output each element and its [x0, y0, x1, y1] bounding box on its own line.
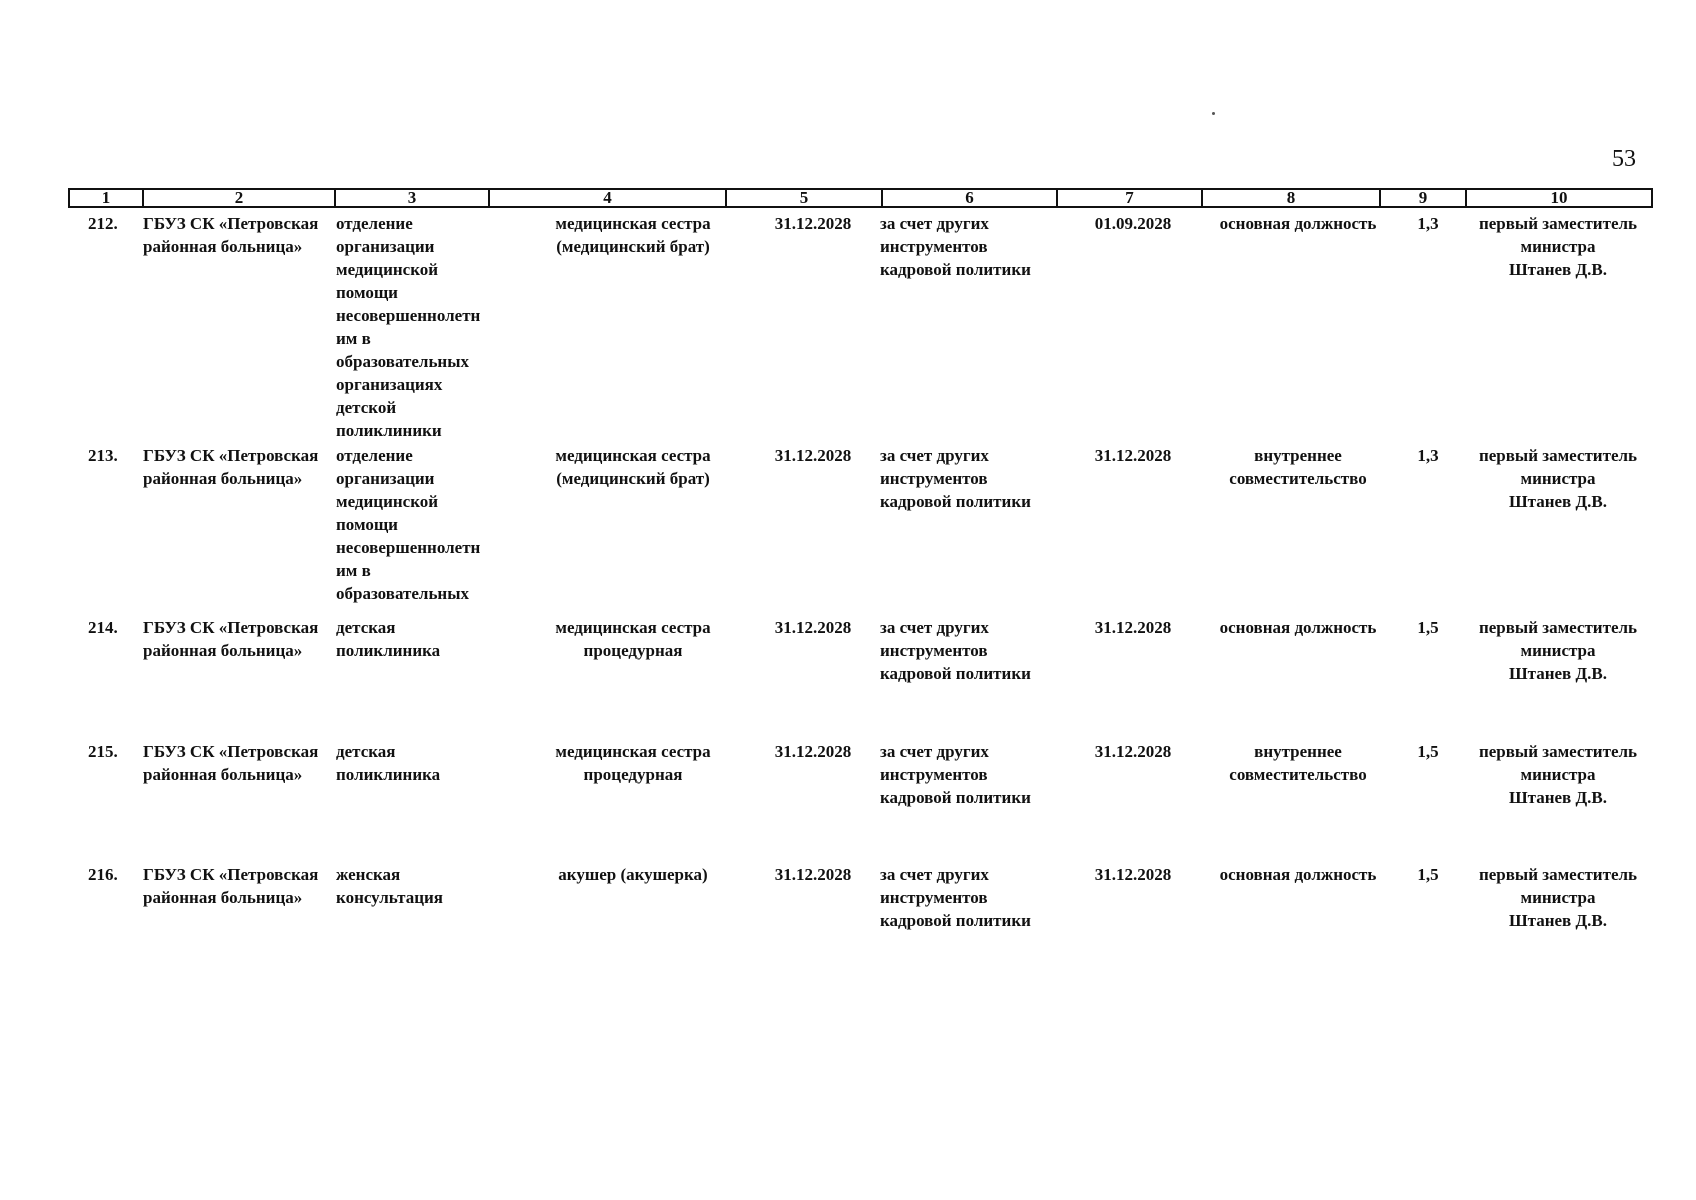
employment-type-cell-line: внутреннее: [1254, 446, 1342, 465]
employment-type-cell-line: основная должность: [1219, 214, 1377, 233]
department-cell-line: образовательных: [336, 352, 469, 371]
column-header: 10: [1466, 189, 1652, 207]
table-row: [68, 444, 1668, 616]
rate-cell: [1398, 616, 1458, 639]
department-cell-line: поликлиника: [336, 765, 441, 784]
organization-cell: [143, 212, 333, 258]
organization-cell-line: ГБУЗ СК «Петровская: [143, 742, 319, 761]
deadline-cell-line: 31.12.2028: [774, 742, 852, 761]
department-cell-line: консультация: [336, 888, 443, 907]
department-cell-line: медицинской: [336, 492, 439, 511]
position-cell-line: медицинская сестра: [555, 214, 711, 233]
responsible-cell: [1458, 616, 1658, 685]
funding-source-cell-line: кадровой политики: [880, 664, 1031, 683]
funding-source-cell-line: кадровой политики: [880, 260, 1031, 279]
date-cell: [1068, 616, 1198, 639]
responsible-cell-line: первый заместитель: [1478, 742, 1638, 761]
funding-source-cell-line: за счет других: [880, 742, 989, 761]
date-cell: [1068, 444, 1198, 467]
funding-source-cell-line: инструментов: [880, 641, 988, 660]
row-number-line: 216.: [88, 865, 118, 884]
date-cell-line: 31.12.2028: [1094, 742, 1172, 761]
organization-cell-line: районная больница»: [143, 641, 303, 660]
position-cell: [508, 740, 758, 786]
department-cell-line: детская: [336, 618, 396, 637]
date-cell: [1068, 863, 1198, 886]
deadline-cell: [758, 740, 868, 763]
funding-source-cell-line: за счет других: [880, 865, 989, 884]
deadline-cell: [758, 212, 868, 235]
department-cell-line: помощи: [336, 515, 398, 534]
deadline-cell: [758, 444, 868, 467]
funding-source-cell-line: инструментов: [880, 237, 988, 256]
department-cell-line: поликлиники: [336, 421, 442, 440]
responsible-cell-line: Штанев Д.В.: [1508, 492, 1608, 511]
responsible-cell: [1458, 212, 1658, 281]
department-cell-line: им в: [336, 329, 371, 348]
column-header: 4: [489, 189, 726, 207]
position-cell: [508, 863, 758, 886]
responsible-cell-line: первый заместитель: [1478, 865, 1638, 884]
employment-type-cell-line: совместительство: [1229, 765, 1367, 784]
department-cell-line: несовершеннолетн: [336, 306, 481, 325]
table-row: [68, 740, 1668, 863]
funding-source-cell-line: кадровой политики: [880, 911, 1031, 930]
funding-source-cell-line: инструментов: [880, 888, 988, 907]
funding-source-cell: [880, 444, 1040, 513]
column-header: 3: [335, 189, 489, 207]
row-number-line: 212.: [88, 214, 118, 233]
position-cell-line: медицинская сестра: [555, 618, 711, 637]
department-cell-line: организации: [336, 469, 435, 488]
rate-cell: [1398, 212, 1458, 235]
scan-speck: [1212, 112, 1215, 115]
organization-cell-line: районная больница»: [143, 888, 303, 907]
row-number-line: 213.: [88, 446, 118, 465]
employment-type-cell-line: совместительство: [1229, 469, 1367, 488]
responsible-cell: [1458, 444, 1658, 513]
responsible-cell: [1458, 740, 1658, 809]
rate-cell-line: 1,5: [1417, 865, 1439, 884]
rate-cell: [1398, 863, 1458, 886]
position-cell-line: медицинская сестра: [555, 446, 711, 465]
employment-type-cell: [1198, 212, 1398, 235]
department-cell: [336, 740, 496, 786]
row-number: [88, 740, 138, 763]
rate-cell: [1398, 740, 1458, 763]
department-cell-line: организации: [336, 237, 435, 256]
responsible-cell-line: министра: [1520, 765, 1596, 784]
column-header-row: [68, 188, 1653, 208]
organization-cell-line: районная больница»: [143, 237, 303, 256]
organization-cell-line: ГБУЗ СК «Петровская: [143, 618, 319, 637]
date-cell-line: 31.12.2028: [1094, 865, 1172, 884]
date-cell-line: 31.12.2028: [1094, 618, 1172, 637]
organization-cell: [143, 740, 333, 786]
department-cell-line: несовершеннолетн: [336, 538, 481, 557]
deadline-cell: [758, 616, 868, 639]
row-number: [88, 863, 138, 886]
employment-type-cell: [1198, 740, 1398, 786]
funding-source-cell-line: за счет других: [880, 446, 989, 465]
rate-cell-line: 1,3: [1417, 446, 1439, 465]
funding-source-cell-line: за счет других: [880, 618, 989, 637]
organization-cell: [143, 616, 333, 662]
department-cell-line: организациях: [336, 375, 443, 394]
rate-cell-line: 1,3: [1417, 214, 1439, 233]
organization-cell-line: ГБУЗ СК «Петровская: [143, 446, 319, 465]
rate-cell-line: 1,5: [1417, 742, 1439, 761]
organization-cell: [143, 863, 333, 909]
responsible-cell: [1458, 863, 1658, 932]
rate-cell: [1398, 444, 1458, 467]
date-cell: [1068, 740, 1198, 763]
date-cell-line: 31.12.2028: [1094, 446, 1172, 465]
funding-source-cell-line: кадровой политики: [880, 788, 1031, 807]
department-cell: [336, 616, 496, 662]
responsible-cell-line: министра: [1520, 641, 1596, 660]
row-number-line: 214.: [88, 618, 118, 637]
funding-source-cell-line: инструментов: [880, 765, 988, 784]
page-number: 53: [1612, 146, 1636, 172]
employment-type-cell-line: основная должность: [1219, 865, 1377, 884]
position-cell-line: медицинская сестра: [555, 742, 711, 761]
column-header: 6: [882, 189, 1057, 207]
department-cell-line: поликлиника: [336, 641, 441, 660]
column-header: 2: [143, 189, 335, 207]
organization-cell-line: районная больница»: [143, 765, 303, 784]
funding-source-cell: [880, 740, 1040, 809]
row-number: [88, 616, 138, 639]
funding-source-cell-line: за счет других: [880, 214, 989, 233]
department-cell-line: помощи: [336, 283, 398, 302]
column-header: 8: [1202, 189, 1380, 207]
position-cell-line: акушер (акушерка): [558, 865, 708, 884]
responsible-cell-line: Штанев Д.В.: [1508, 911, 1608, 930]
department-cell: [336, 444, 496, 605]
responsible-cell-line: Штанев Д.В.: [1508, 664, 1608, 683]
department-cell-line: отделение: [336, 214, 413, 233]
funding-source-cell: [880, 212, 1040, 281]
table-row: [68, 863, 1668, 973]
employment-type-cell: [1198, 863, 1398, 886]
funding-source-cell-line: инструментов: [880, 469, 988, 488]
department-cell: [336, 863, 496, 909]
column-header: 1: [69, 189, 143, 207]
rate-cell-line: 1,5: [1417, 618, 1439, 637]
department-cell-line: детская: [336, 742, 396, 761]
responsible-cell-line: министра: [1520, 469, 1596, 488]
position-cell-line: (медицинский брат): [556, 469, 710, 488]
organization-cell-line: ГБУЗ СК «Петровская: [143, 865, 319, 884]
row-number: [88, 444, 138, 467]
deadline-cell-line: 31.12.2028: [774, 618, 852, 637]
department-cell-line: отделение: [336, 446, 413, 465]
responsible-cell-line: Штанев Д.В.: [1508, 788, 1608, 807]
employment-type-cell-line: основная должность: [1219, 618, 1377, 637]
column-header: 5: [726, 189, 882, 207]
row-number: [88, 212, 138, 235]
department-cell-line: женская: [336, 865, 401, 884]
organization-cell-line: ГБУЗ СК «Петровская: [143, 214, 319, 233]
employment-type-cell-line: внутреннее: [1254, 742, 1342, 761]
row-number-line: 215.: [88, 742, 118, 761]
position-cell-line: (медицинский брат): [556, 237, 710, 256]
deadline-cell-line: 31.12.2028: [774, 446, 852, 465]
deadline-cell: [758, 863, 868, 886]
funding-source-cell: [880, 863, 1040, 932]
column-header: 7: [1057, 189, 1202, 207]
date-cell: [1068, 212, 1198, 235]
employment-type-cell: [1198, 444, 1398, 490]
responsible-cell-line: первый заместитель: [1478, 214, 1638, 233]
position-cell: [508, 444, 758, 490]
responsible-cell-line: министра: [1520, 888, 1596, 907]
department-cell-line: медицинской: [336, 260, 439, 279]
deadline-cell-line: 31.12.2028: [774, 865, 852, 884]
table-row: [68, 212, 1668, 444]
position-cell-line: процедурная: [583, 765, 683, 784]
table-row: [68, 616, 1668, 740]
funding-source-cell-line: кадровой политики: [880, 492, 1031, 511]
responsible-cell-line: министра: [1520, 237, 1596, 256]
department-cell-line: им в: [336, 561, 371, 580]
position-cell: [508, 616, 758, 662]
organization-cell-line: районная больница»: [143, 469, 303, 488]
funding-source-cell: [880, 616, 1040, 685]
organization-cell: [143, 444, 333, 490]
responsible-cell-line: первый заместитель: [1478, 446, 1638, 465]
position-cell-line: процедурная: [583, 641, 683, 660]
department-cell-line: образовательных: [336, 584, 469, 603]
department-cell: [336, 212, 496, 442]
position-cell: [508, 212, 758, 258]
department-cell-line: детской: [336, 398, 397, 417]
responsible-cell-line: Штанев Д.В.: [1508, 260, 1608, 279]
date-cell-line: 01.09.2028: [1094, 214, 1172, 233]
deadline-cell-line: 31.12.2028: [774, 214, 852, 233]
responsible-cell-line: первый заместитель: [1478, 618, 1638, 637]
column-header: 9: [1380, 189, 1466, 207]
employment-type-cell: [1198, 616, 1398, 639]
